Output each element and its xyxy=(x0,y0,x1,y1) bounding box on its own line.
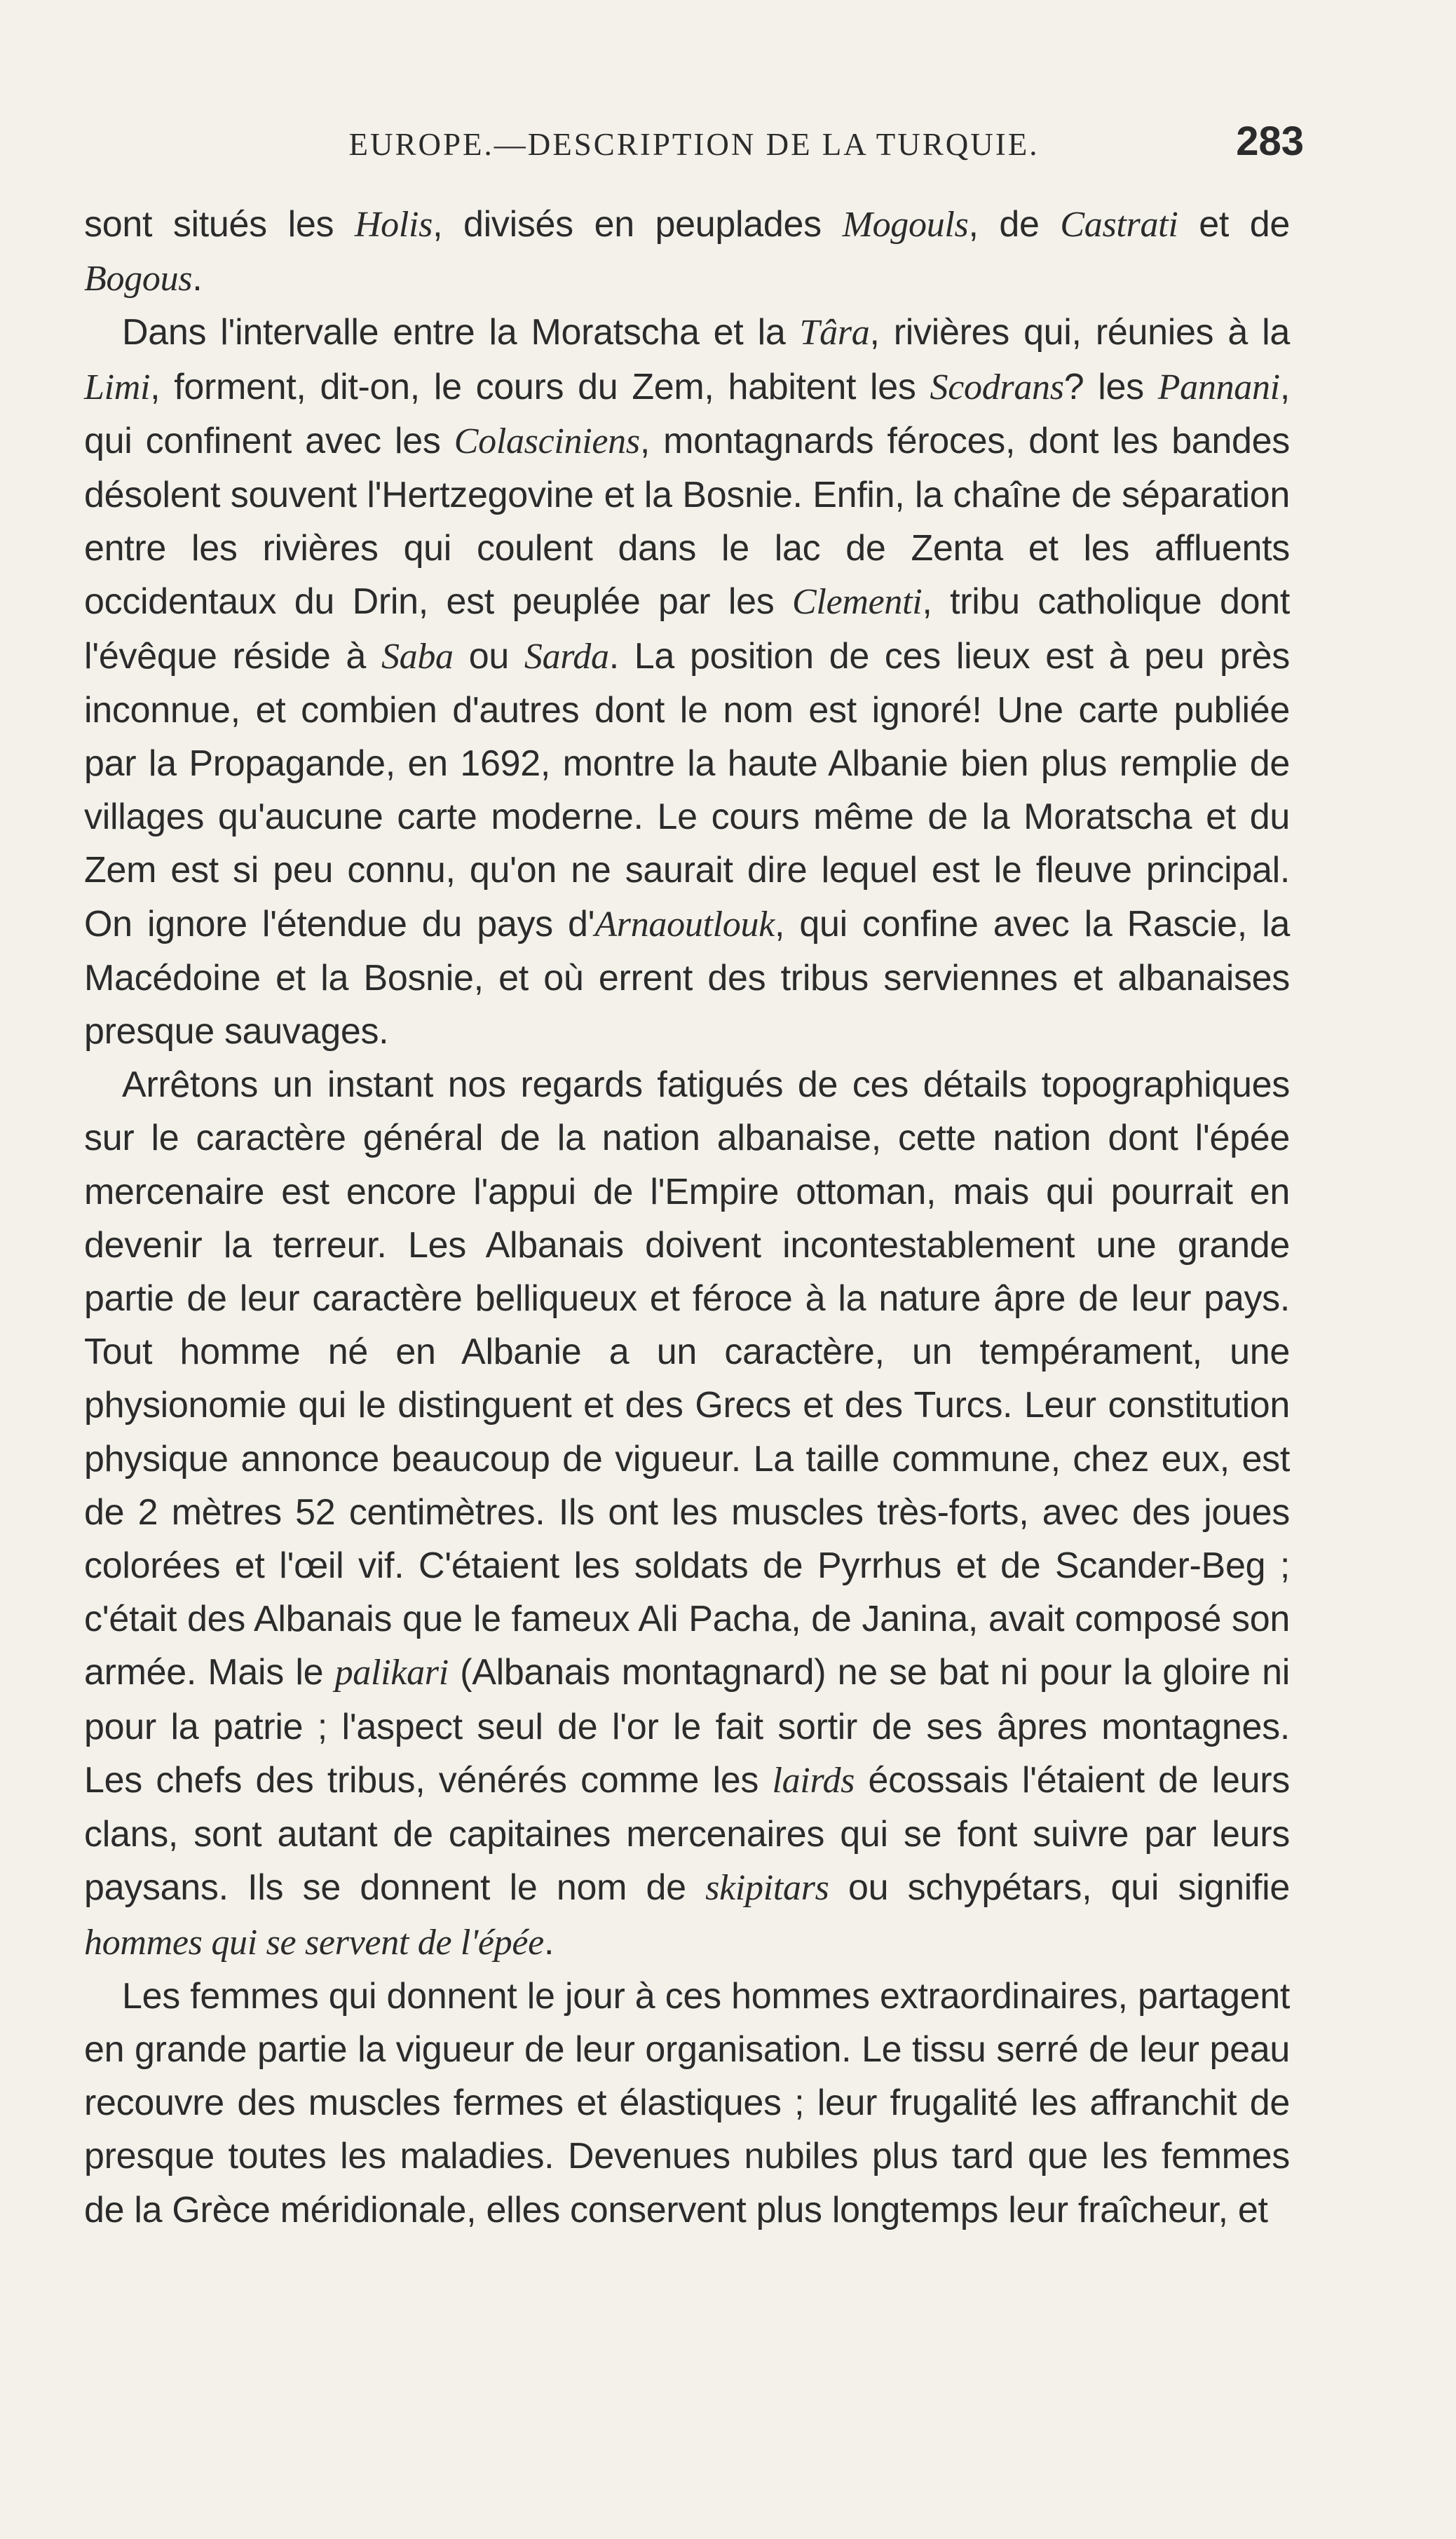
text-run: et de xyxy=(1178,204,1290,245)
text-run: ? les xyxy=(1063,366,1158,407)
italic-text: Sarda xyxy=(524,636,609,677)
paragraph xyxy=(84,1058,1290,1969)
text-run: . xyxy=(543,1921,554,1963)
text-run: , montagnards féroces, dont les bandes désolent souvent l'Hertzegovine et la Bosnie. Enfin, la chaîne de séparation entre les rivières qui coulent dans le lac de Zenta et les affluents occidentaux du Drin, est peuplée par les xyxy=(84,420,1290,623)
italic-text: skipitars xyxy=(705,1868,829,1909)
text-run: (Albanais montagnard) ne se bat ni pour la gloire ni pour la patrie ; l'aspect seul de l'or le fait sortir de ses âpres montagnes. Les chefs des tribus, vénérés comme les xyxy=(84,1652,1290,1801)
text-run: Les femmes qui donnent le jour à ces hommes extraordinaires, partagent en grande partie la vigueur de leur organisation. Le tissu serré de leur peau recouvre des muscles fermes et élastiques ; leur frugalité les affranchit de presque toutes les maladies. Devenues nubiles plus tard que les femmes de la Grèce méridionale, elles conservent plus longtemps leur fraîcheur, et xyxy=(84,1975,1290,2230)
italic-text: Holis xyxy=(354,205,433,245)
text-run: , rivières qui, réunies à la xyxy=(869,312,1290,353)
text-run: , qui confinent avec les xyxy=(84,366,1290,461)
italic-text: Bogous xyxy=(84,259,193,299)
italic-text: Târa xyxy=(799,313,870,353)
text-run: ou schypétars, qui signifie xyxy=(829,1867,1290,1909)
page-header xyxy=(84,118,1304,167)
paragraph xyxy=(84,1970,1290,2237)
italic-text: Clementi xyxy=(792,582,923,623)
italic-text: lairds xyxy=(772,1760,855,1801)
text-run: , tribu catholique dont l'évêque réside à xyxy=(84,581,1290,677)
running-head: EUROPE.—DESCRIPTION DE LA TURQUIE. xyxy=(348,127,1040,162)
text-run: , divisés en peuplades xyxy=(433,204,843,245)
italic-text: palikari xyxy=(334,1653,449,1693)
text-run: Arrêtons un instant nos regards fatigués de ces détails topographiques sur le caractère général de la nation albanaise, cette nation dont l'épée mercenaire est encore l'appui de l'Empire ottoman, mais qui pourrait en devenir la terreur. Les Albanais doivent incontestablement une grande partie de leur caractère belliqueux et féroce à la nature âpre de leur pays. Tout homme né en Albanie a un caractère, un tempérament, une physionomie qui le distinguent et des Grecs et des Turcs. Leur constitution physique annonce beaucoup de vigueur. La taille commune, chez eux, est de 2 mètres 52 centimètres. Ils ont les muscles très-forts, avec des joues colorées et l'œil vif. C'étaient les soldats de Pyrrhus et de Scander-Beg ; c'était des Albanais que le fameux Ali Pacha, de Janina, avait composé son armée. Mais le xyxy=(84,1064,1290,1693)
text-run: ou xyxy=(453,635,524,677)
text-run: sont situés les xyxy=(84,204,355,245)
italic-text: Arnaoutlouk xyxy=(594,904,775,944)
italic-text: Mogouls xyxy=(842,205,969,245)
italic-text: Colasciniens xyxy=(454,421,640,461)
italic-text: Saba xyxy=(381,636,454,677)
italic-text: hommes qui se servent de l'épée xyxy=(84,1922,544,1963)
italic-text: Limi xyxy=(84,367,151,407)
text-run: Dans l'intervalle entre la Moratscha et la xyxy=(122,312,800,353)
paragraph xyxy=(84,198,1290,306)
text-run: . La position de ces lieux est à peu près inconnue, et combien d'autres dont le nom est ignoré! Une carte publiée par la Propagande, en 1692, montre la haute Albanie bien plus remplie de villages qu'aucune carte moderne. Le cours même de la Moratscha et du Zem est si peu connu, qu'on ne saurait dire lequel est le fleuve principal. On ignore l'étendue du pays d' xyxy=(84,635,1290,944)
text-run: , qui confine avec la Rascie, la Macédoine et la Bosnie, et où errent des tribus serviennes et albanaises presque sauvages. xyxy=(84,903,1290,1052)
body-text xyxy=(84,198,1290,2237)
text-run: écossais l'étaient de leurs clans, sont autant de capitaines mercenaires qui se font suivre par leurs paysans. Ils se donnent le nom de xyxy=(84,1759,1290,1909)
paragraph xyxy=(84,306,1290,1058)
text-run: , forment, dit-on, le cours du Zem, habitent les xyxy=(150,366,930,407)
text-run: , de xyxy=(968,204,1061,245)
italic-text: Scodrans xyxy=(930,367,1064,407)
italic-text: Castrati xyxy=(1060,205,1178,245)
italic-text: Pannani xyxy=(1157,367,1280,407)
page-number: 283 xyxy=(1236,119,1304,164)
text-run: . xyxy=(192,258,203,299)
